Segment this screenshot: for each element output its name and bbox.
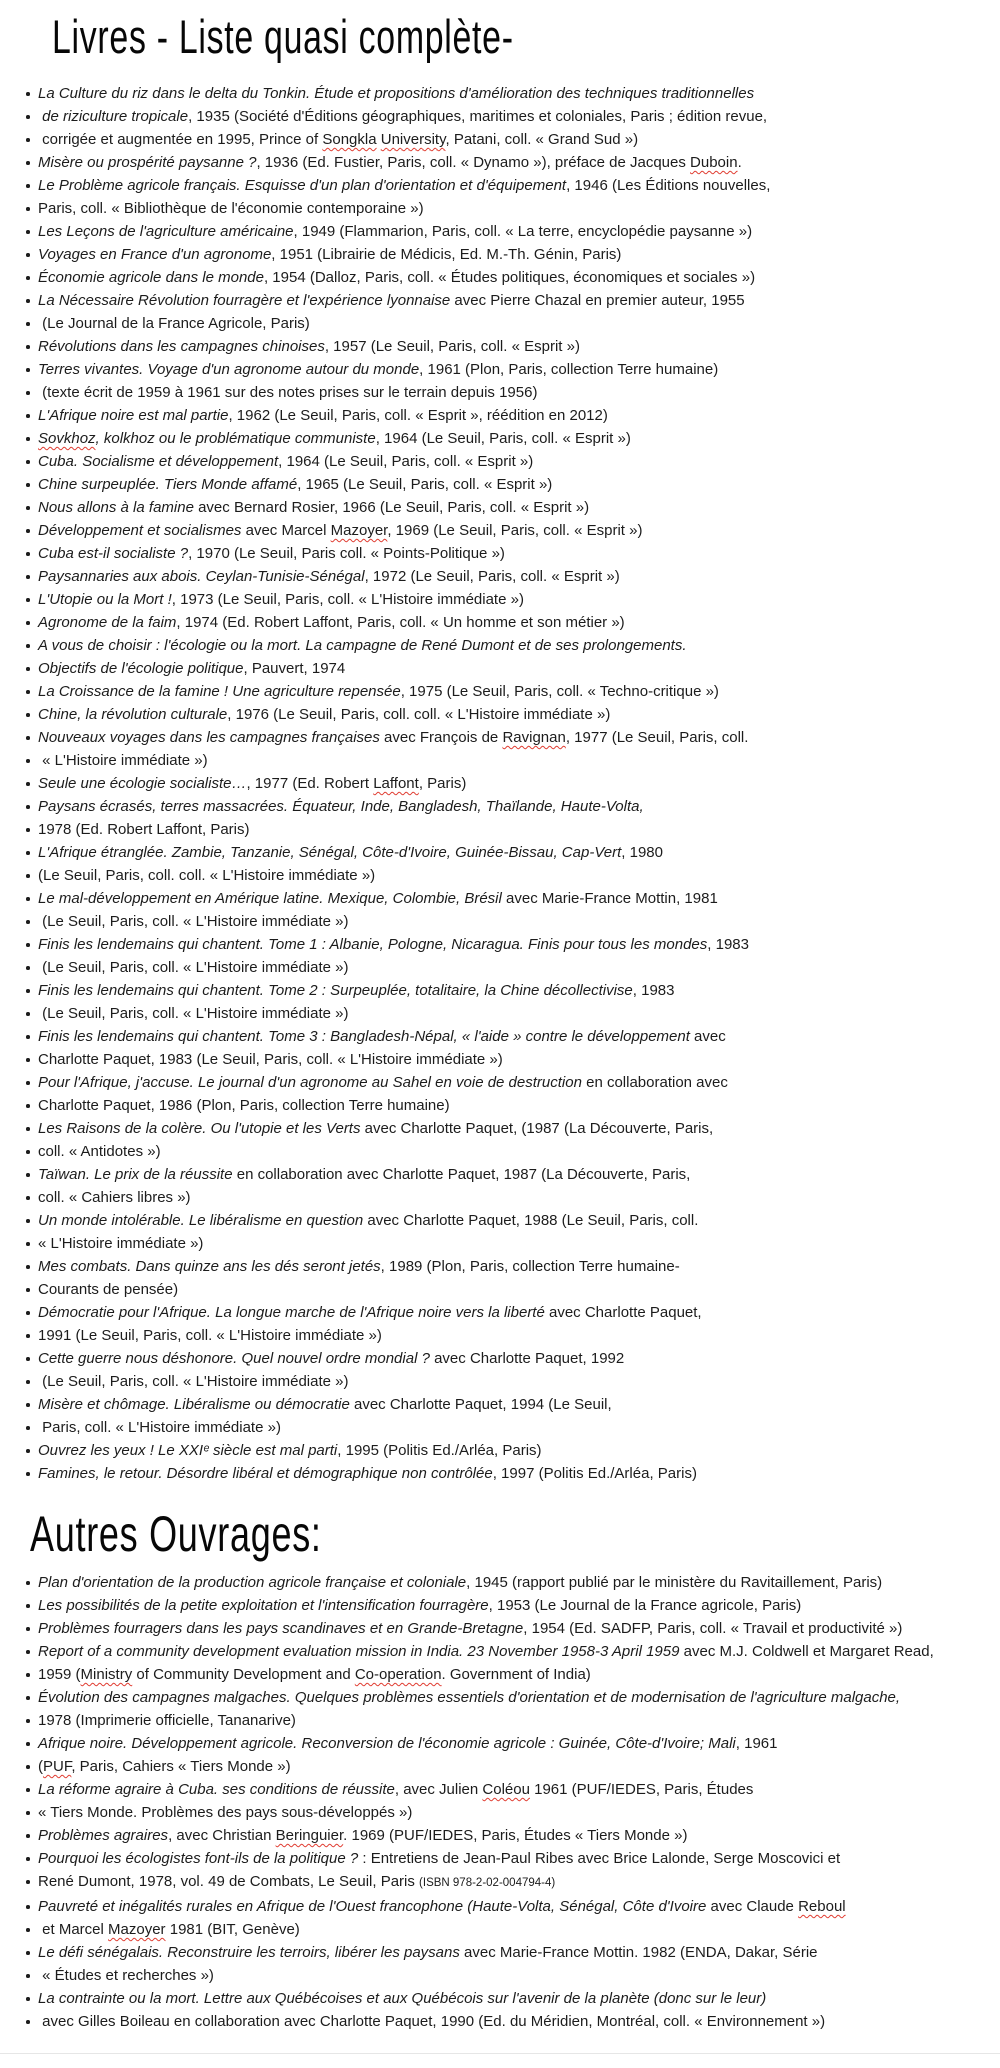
bibliography-entry: (Le Seuil, Paris, coll. « L'Histoire immédiate ») xyxy=(38,1002,1000,1025)
bibliography-entry: Courants de pensée) xyxy=(38,1278,1000,1301)
autres-ouvrages-list xyxy=(0,1571,1000,2033)
bibliography-entry: (Le Seuil, Paris, coll. « L'Histoire immédiate ») xyxy=(38,956,1000,979)
bibliography-entry: Le mal-développement en Amérique latine. Mexique, Colombie, Brésil avec Marie-France Mottin, 1981 xyxy=(38,887,1000,910)
bibliography-entry: avec Gilles Boileau en collaboration avec Charlotte Paquet, 1990 (Ed. du Méridien, Montréal, coll. « Environnement ») xyxy=(38,2010,1000,2033)
bibliography-entry: Le défi sénégalais. Reconstruire les terroirs, libérer les paysans avec Marie-France Mottin. 1982 (ENDA, Dakar, Série xyxy=(38,1941,1000,1964)
section-title-autres-ouvrages-text: Autres Ouvrages: xyxy=(30,1506,322,1562)
bibliography-entry: « L'Histoire immédiate ») xyxy=(38,1232,1000,1255)
bibliography-entry: Charlotte Paquet, 1986 (Plon, Paris, collection Terre humaine) xyxy=(38,1094,1000,1117)
bibliography-entry: Révolutions dans les campagnes chinoises, 1957 (Le Seuil, Paris, coll. « Esprit ») xyxy=(38,335,1000,358)
livres-list xyxy=(0,82,1000,1485)
bibliography-entry: 1959 (Ministry of Community Development and Co-operation. Government of India) xyxy=(38,1663,1000,1686)
bibliography-entry: Économie agricole dans le monde, 1954 (Dalloz, Paris, coll. « Études politiques, économiques et sociales ») xyxy=(38,266,1000,289)
bibliography-entry: A vous de choisir : l'écologie ou la mort. La campagne de René Dumont et de ses prolongements. xyxy=(38,634,1000,657)
bibliography-entry: Finis les lendemains qui chantent. Tome 3 : Bangladesh-Népal, « l'aide » contre le développement avec xyxy=(38,1025,1000,1048)
bibliography-entry: Paysannaries aux abois. Ceylan-Tunisie-Sénégal, 1972 (Le Seuil, Paris, coll. « Esprit ») xyxy=(38,565,1000,588)
bibliography-entry: Démocratie pour l'Afrique. La longue marche de l'Afrique noire vers la liberté avec Charlotte Paquet, xyxy=(38,1301,1000,1324)
bibliography-entry: (Le Seuil, Paris, coll. « L'Histoire immédiate ») xyxy=(38,910,1000,933)
bibliography-entry: (Le Journal de la France Agricole, Paris) xyxy=(38,312,1000,335)
bibliography-entry: Mes combats. Dans quinze ans les dés seront jetés, 1989 (Plon, Paris, collection Terre humaine- xyxy=(38,1255,1000,1278)
bibliography-entry: Problèmes fourragers dans les pays scandinaves et en Grande-Bretagne, 1954 (Ed. SADFP, Paris, coll. « Travail et productivité ») xyxy=(38,1617,1000,1640)
bibliography-entry: La Nécessaire Révolution fourragère et l'expérience lyonnaise avec Pierre Chazal en premier auteur, 1955 xyxy=(38,289,1000,312)
bibliography-entry: Plan d'orientation de la production agricole française et coloniale, 1945 (rapport publié par le ministère du Ravitaillement, Paris) xyxy=(38,1571,1000,1594)
bibliography-entry: « L'Histoire immédiate ») xyxy=(38,749,1000,772)
bibliography-entry: Sovkhoz, kolkhoz ou le problématique communiste, 1964 (Le Seuil, Paris, coll. « Esprit ») xyxy=(38,427,1000,450)
bibliography-entry: Pour l'Afrique, j'accuse. Le journal d'un agronome au Sahel en voie de destruction en collaboration avec xyxy=(38,1071,1000,1094)
bibliography-entry: La Culture du riz dans le delta du Tonkin. Étude et propositions d'amélioration des techniques traditionnelles xyxy=(38,82,1000,105)
bibliography-entry: Cuba est-il socialiste ?, 1970 (Le Seuil, Paris coll. « Points-Politique ») xyxy=(38,542,1000,565)
bibliography-entry: (PUF, Paris, Cahiers « Tiers Monde ») xyxy=(38,1755,1000,1778)
bibliography-entry: corrigée et augmentée en 1995, Prince of Songkla University, Patani, coll. « Grand Sud ») xyxy=(38,128,1000,151)
bibliography-entry: Seule une écologie socialiste…, 1977 (Ed. Robert Laffont, Paris) xyxy=(38,772,1000,795)
bibliography-entry: Pauvreté et inégalités rurales en Afrique de l'Ouest francophone (Haute-Volta, Sénégal, Côte d'Ivoire avec Claude Reboul xyxy=(38,1895,1000,1918)
bibliography-entry: Taïwan. Le prix de la réussite en collaboration avec Charlotte Paquet, 1987 (La Découverte, Paris, xyxy=(38,1163,1000,1186)
bibliography-entry: La contrainte ou la mort. Lettre aux Québécoises et aux Québécois sur l'avenir de la planète (donc sur le leur) xyxy=(38,1987,1000,2010)
bibliography-entry: Les possibilités de la petite exploitation et l'intensification fourragère, 1953 (Le Journal de la France agricole, Paris) xyxy=(38,1594,1000,1617)
bibliography-entry: Les Raisons de la colère. Ou l'utopie et les Verts avec Charlotte Paquet, (1987 (La Découverte, Paris, xyxy=(38,1117,1000,1140)
bibliography-entry: Agronome de la faim, 1974 (Ed. Robert Laffont, Paris, coll. « Un homme et son métier ») xyxy=(38,611,1000,634)
page-title xyxy=(52,12,1000,62)
bibliography-entry: Famines, le retour. Désordre libéral et démographique non contrôlée, 1997 (Politis Ed./Arléa, Paris) xyxy=(38,1462,1000,1485)
bibliography-entry: Misère ou prospérité paysanne ?, 1936 (Ed. Fustier, Paris, coll. « Dynamo »), préface de Jacques Duboin. xyxy=(38,151,1000,174)
bibliography-entry: Chine, la révolution culturale, 1976 (Le Seuil, Paris, coll. coll. « L'Histoire immédiate ») xyxy=(38,703,1000,726)
page-title-text: Livres - Liste quasi complète- xyxy=(52,10,514,63)
bibliography-entry: coll. « Antidotes ») xyxy=(38,1140,1000,1163)
bibliography-entry: Les Leçons de l'agriculture américaine, 1949 (Flammarion, Paris, coll. « La terre, encyclopédie paysanne ») xyxy=(38,220,1000,243)
bibliography-entry: 1991 (Le Seuil, Paris, coll. « L'Histoire immédiate ») xyxy=(38,1324,1000,1347)
bibliography-entry: « Études et recherches ») xyxy=(38,1964,1000,1987)
bibliography-entry: Développement et socialismes avec Marcel Mazoyer, 1969 (Le Seuil, Paris, coll. « Esprit ») xyxy=(38,519,1000,542)
bibliography-entry: et Marcel Mazoyer 1981 (BIT, Genève) xyxy=(38,1918,1000,1941)
bibliography-entry: Finis les lendemains qui chantent. Tome 2 : Surpeuplée, totalitaire, la Chine décollectivise, 1983 xyxy=(38,979,1000,1002)
bibliography-entry: Paris, coll. « L'Histoire immédiate ») xyxy=(38,1416,1000,1439)
bibliography-entry: Nouveaux voyages dans les campagnes françaises avec François de Ravignan, 1977 (Le Seuil, Paris, coll. xyxy=(38,726,1000,749)
bibliography-entry: Cette guerre nous déshonore. Quel nouvel ordre mondial ? avec Charlotte Paquet, 1992 xyxy=(38,1347,1000,1370)
bibliography-entry: 1978 (Imprimerie officielle, Tananarive) xyxy=(38,1709,1000,1732)
bibliography-entry: Paris, coll. « Bibliothèque de l'économie contemporaine ») xyxy=(38,197,1000,220)
bibliography-entry: Ouvrez les yeux ! Le XXIᵉ siècle est mal parti, 1995 (Politis Ed./Arléa, Paris) xyxy=(38,1439,1000,1462)
bibliography-entry: Afrique noire. Développement agricole. Reconversion de l'économie agricole : Guinée, Côte-d'Ivoire; Mali, 1961 xyxy=(38,1732,1000,1755)
bibliography-entry: Le Problème agricole français. Esquisse d'un plan d'orientation et d'équipement, 1946 (Les Éditions nouvelles, xyxy=(38,174,1000,197)
bibliography-entry: La réforme agraire à Cuba. ses conditions de réussite, avec Julien Coléou 1961 (PUF/IEDES, Paris, Études xyxy=(38,1778,1000,1801)
bibliography-entry: L'Afrique étranglée. Zambie, Tanzanie, Sénégal, Côte-d'Ivoire, Guinée-Bissau, Cap-Vert, 1980 xyxy=(38,841,1000,864)
bibliography-entry: La Croissance de la famine ! Une agriculture repensée, 1975 (Le Seuil, Paris, coll. « Techno-critique ») xyxy=(38,680,1000,703)
bibliography-entry: Un monde intolérable. Le libéralisme en question avec Charlotte Paquet, 1988 (Le Seuil, Paris, coll. xyxy=(38,1209,1000,1232)
bibliography-entry: Pourquoi les écologistes font-ils de la politique ? : Entretiens de Jean-Paul Ribes avec Brice Lalonde, Serge Moscovici et xyxy=(38,1847,1000,1870)
bibliography-entry: Nous allons à la famine avec Bernard Rosier, 1966 (Le Seuil, Paris, coll. « Esprit ») xyxy=(38,496,1000,519)
bibliography-entry: Misère et chômage. Libéralisme ou démocratie avec Charlotte Paquet, 1994 (Le Seuil, xyxy=(38,1393,1000,1416)
bibliography-entry: Évolution des campagnes malgaches. Quelques problèmes essentiels d'orientation et de modernisation de l'agriculture malgache, xyxy=(38,1686,1000,1709)
bibliography-entry: coll. « Cahiers libres ») xyxy=(38,1186,1000,1209)
bibliography-entry: Terres vivantes. Voyage d'un agronome autour du monde, 1961 (Plon, Paris, collection Terre humaine) xyxy=(38,358,1000,381)
bibliography-entry: Problèmes agraires, avec Christian Beringuier. 1969 (PUF/IEDES, Paris, Études « Tiers Monde ») xyxy=(38,1824,1000,1847)
bibliography-entry: Charlotte Paquet, 1983 (Le Seuil, Paris, coll. « L'Histoire immédiate ») xyxy=(38,1048,1000,1071)
bibliography-entry: (Le Seuil, Paris, coll. « L'Histoire immédiate ») xyxy=(38,1370,1000,1393)
bibliography-entry: Paysans écrasés, terres massacrées. Équateur, Inde, Bangladesh, Thaïlande, Haute-Volta, xyxy=(38,795,1000,818)
section-title-autres-ouvrages xyxy=(30,1507,1000,1561)
bibliography-entry: L'Utopie ou la Mort !, 1973 (Le Seuil, Paris, coll. « L'Histoire immédiate ») xyxy=(38,588,1000,611)
bibliography-entry: 1978 (Ed. Robert Laffont, Paris) xyxy=(38,818,1000,841)
bibliography-entry: René Dumont, 1978, vol. 49 de Combats, Le Seuil, Paris (ISBN 978-2-02-004794-4) xyxy=(38,1870,1000,1895)
bibliography-entry: L'Afrique noire est mal partie, 1962 (Le Seuil, Paris, coll. « Esprit », réédition en 2012) xyxy=(38,404,1000,427)
bibliography-entry: Voyages en France d'un agronome, 1951 (Librairie de Médicis, Ed. M.-Th. Génin, Paris) xyxy=(38,243,1000,266)
bibliography-entry: « Tiers Monde. Problèmes des pays sous-développés ») xyxy=(38,1801,1000,1824)
bibliography-entry: (texte écrit de 1959 à 1961 sur des notes prises sur le terrain depuis 1956) xyxy=(38,381,1000,404)
bibliography-entry: Finis les lendemains qui chantent. Tome 1 : Albanie, Pologne, Nicaragua. Finis pour tous les mondes, 1983 xyxy=(38,933,1000,956)
bibliography-entry: Report of a community development evaluation mission in India. 23 November 1958-3 April 1959 avec M.J. Coldwell et Margaret Read, xyxy=(38,1640,1000,1663)
bibliography-entry: Cuba. Socialisme et développement, 1964 (Le Seuil, Paris, coll. « Esprit ») xyxy=(38,450,1000,473)
bibliography-entry: Chine surpeuplée. Tiers Monde affamé, 1965 (Le Seuil, Paris, coll. « Esprit ») xyxy=(38,473,1000,496)
bibliography-entry: de riziculture tropicale, 1935 (Société d'Éditions géographiques, maritimes et coloniales, Paris ; édition revue, xyxy=(38,105,1000,128)
bibliography-entry: Objectifs de l'écologie politique, Pauvert, 1974 xyxy=(38,657,1000,680)
bibliography-entry: (Le Seuil, Paris, coll. coll. « L'Histoire immédiate ») xyxy=(38,864,1000,887)
page-bottom-divider xyxy=(0,2053,1000,2054)
